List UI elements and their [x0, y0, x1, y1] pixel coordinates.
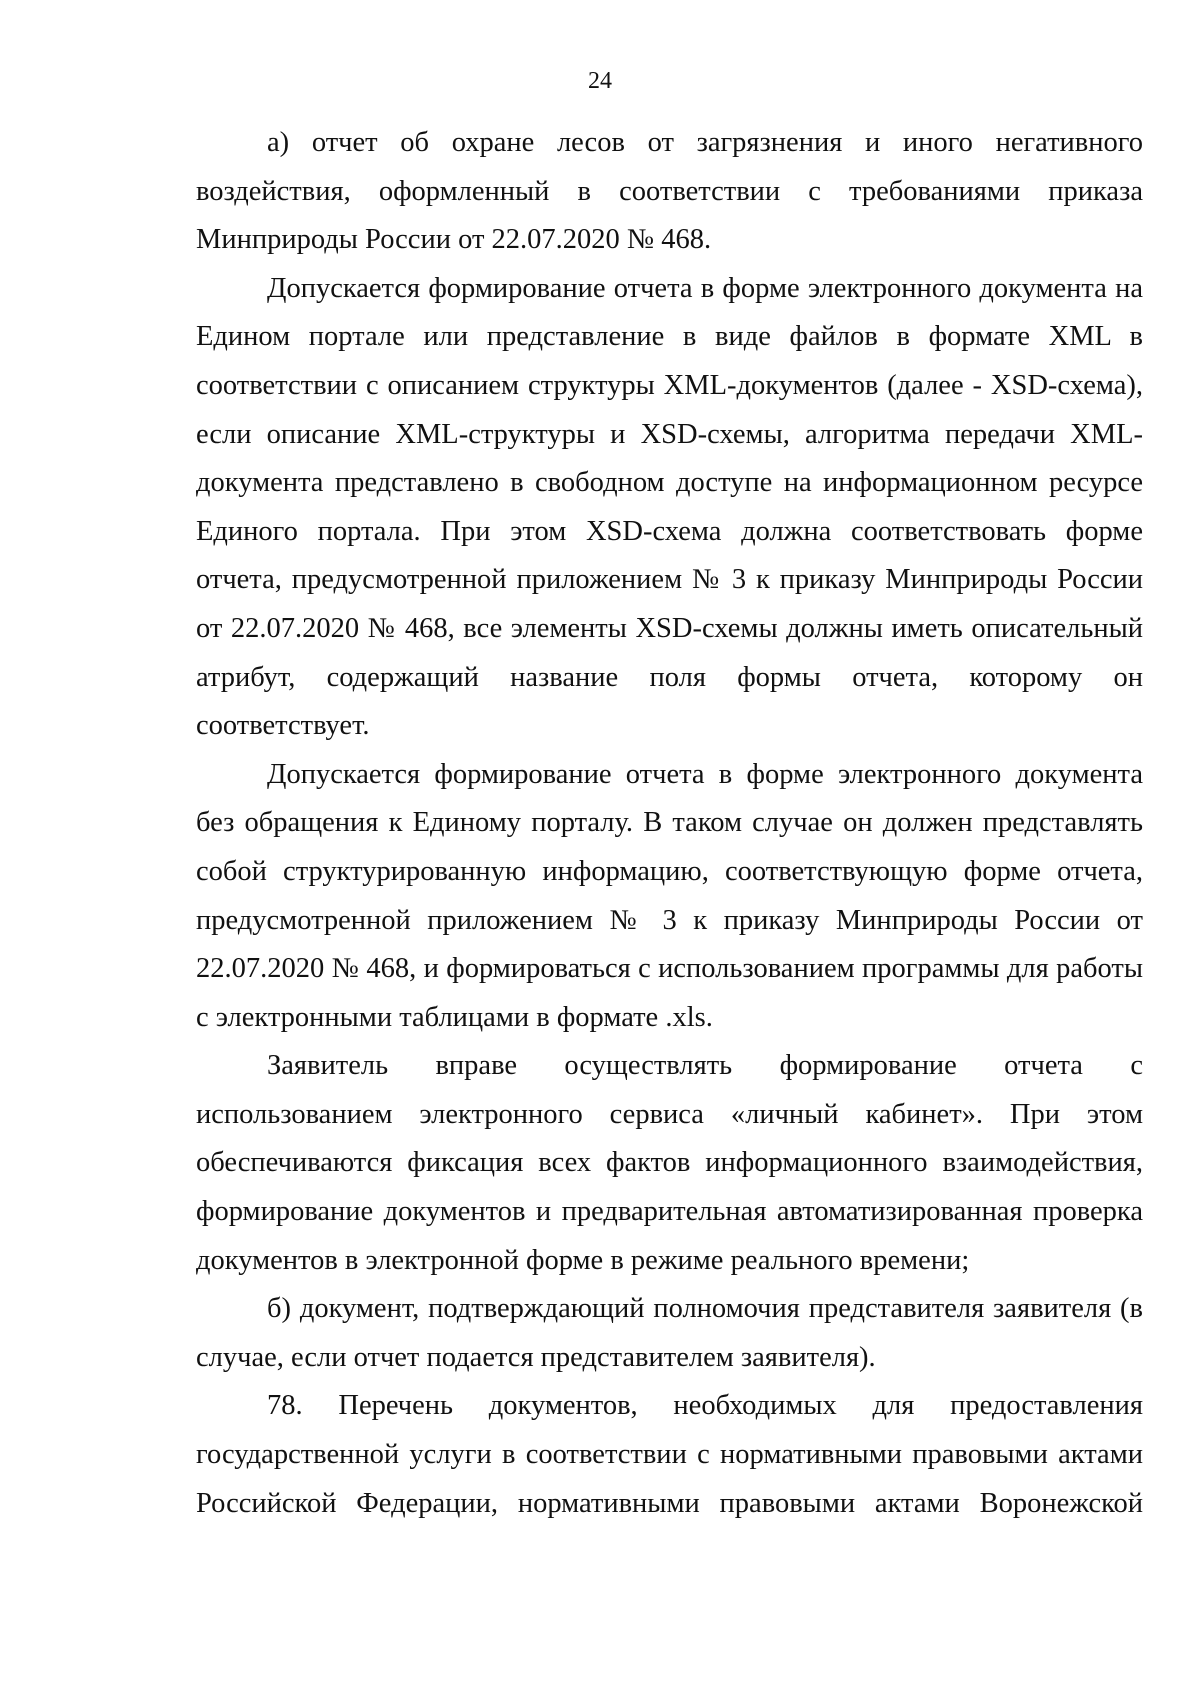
- paragraph-electronic-portal: Допускается формирование отчета в форме электронного документа на Едином портале или представление в виде файлов в формате XML в соответствии с описанием структуры XML-документов (далее - XSD-схема), если описание XML-структуры и XSD-схемы, алгоритма передачи XML-документа представлено в свободном доступе на информационном ресурсе Единого портала. При этом XSD-схема должна соответствовать форме отчета, предусмотренной приложением № 3 к приказу Минприроды России от 22.07.2020 № 468, все элементы XSD-схемы должны иметь описательный атрибут, содержащий название поля формы отчета, которому он соответствует.: [196, 272, 1143, 742]
- page-number: 24: [588, 68, 612, 94]
- paragraph-report-a: а) отчет об охране лесов от загрязнения и иного негативного воздействия, оформленный в соответствии с требованиями приказа Минприроды России от 22.07.2020 № 468.: [196, 127, 1143, 256]
- document-body: [196, 119, 1143, 1528]
- paragraph-item-78: 78. Перечень документов, необходимых для предоставления государственной услуги в соответствии с нормативными правовыми актами Российской Федерации, нормативными правовыми актами Воронежской: [196, 1390, 1143, 1519]
- paragraph-document-b: б) документ, подтверждающий полномочия представителя заявителя (в случае, если отчет подается представителем заявителя).: [196, 1293, 1143, 1373]
- paragraph-personal-cabinet: Заявитель вправе осуществлять формирование отчета с использованием электронного сервиса «личный кабинет». При этом обеспечиваются фиксация всех фактов информационного взаимодействия, формирование документов и предварительная автоматизированная проверка документов в электронной форме в режиме реального времени;: [196, 1050, 1143, 1276]
- paragraph-electronic-offline: Допускается формирование отчета в форме электронного документа без обращения к Единому порталу. В таком случае он должен представлять собой структурированную информацию, соответствующую форме отчета, предусмотренной приложением № 3 к приказу Минприроды России от 22.07.2020 № 468, и формироваться с использованием программы для работы с электронными таблицами в формате .xls.: [196, 758, 1143, 1033]
